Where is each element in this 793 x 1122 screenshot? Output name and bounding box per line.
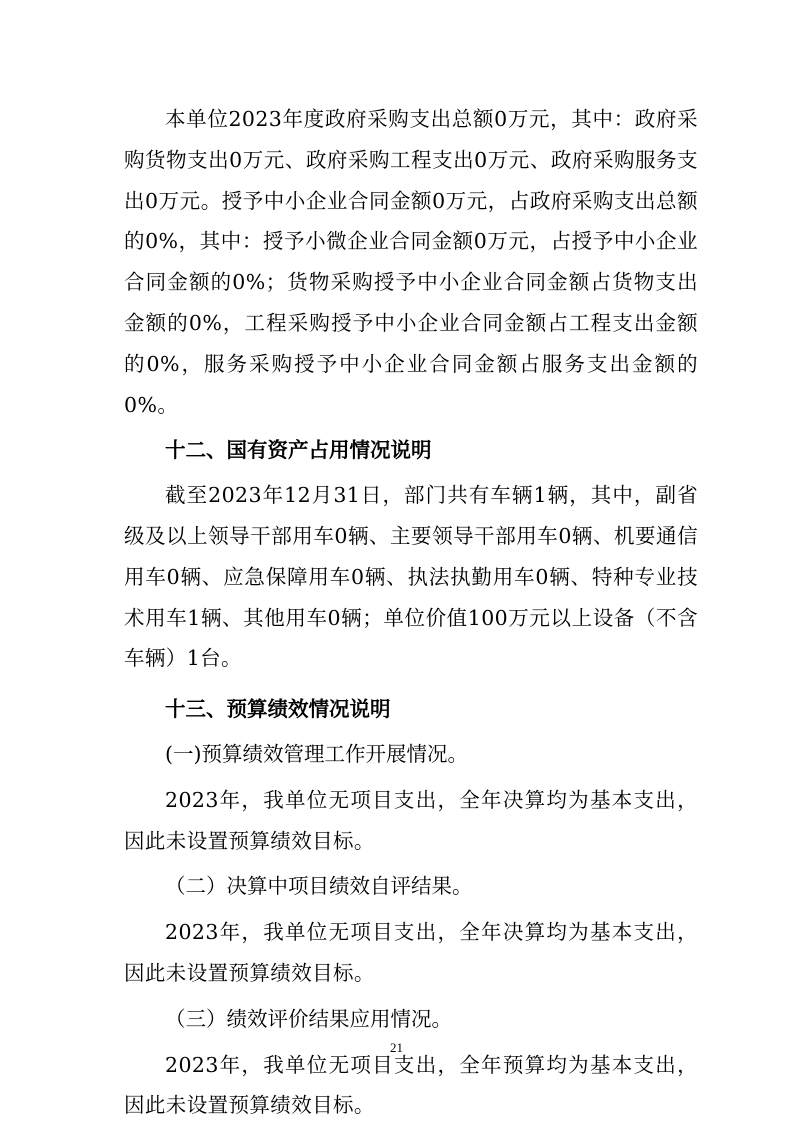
subsection-1-paragraph: 2023年，我单位无项目支出，全年决算均为基本支出，因此未设置预算绩效目标。 — [124, 787, 698, 853]
procurement-paragraph: 本单位2023年度政府采购支出总额0万元，其中：政府采购货物支出0万元、政府采购工程支出0万元、政府采购服务支出0万元。授予中小企业合同金额0万元，占政府采购支出总额的0%，其中：授予小微企业合同金额0万元，占授予中小企业合同金额的0%；货物采购授予中小企业合同金额占货物支出金额的0%，工程采购授予中小企业合同金额占工程支出金额的0%，服务采购授予中小企业合同金额占服务支出金额的0%。 — [124, 107, 698, 417]
subsection-3-paragraph: 2023年，我单位无项目支出，全年预算均为基本支出，因此未设置预算绩效目标。 — [124, 1052, 698, 1118]
subsection-2-paragraph: 2023年，我单位无项目支出，全年决算均为基本支出，因此未设置预算绩效目标。 — [124, 920, 698, 985]
page-number: 21 — [390, 1040, 403, 1055]
assets-paragraph: 截至2023年12月31日，部门共有车辆1辆，其中，副省级及以上领导干部用车0辆、主要领导干部用车0辆、机要通信用车0辆、应急保障用车0辆、执法执勤用车0辆、特种专业技术用车1辆、其他用车0辆；单位价值100万元以上设备（不含车辆）1台。 — [124, 483, 698, 671]
subsection-1-heading: (一)预算绩效管理工作开展情况。 — [165, 741, 468, 766]
section-13-heading: 十三、预算绩效情况说明 — [165, 697, 391, 722]
subsection-3-heading: （三）绩效评价结果应用情况。 — [165, 1006, 452, 1031]
subsection-2-heading: （二）决算中项目绩效自评结果。 — [165, 874, 473, 899]
section-12-heading: 十二、国有资产占用情况说明 — [165, 438, 432, 463]
page-body — [124, 99, 698, 1122]
